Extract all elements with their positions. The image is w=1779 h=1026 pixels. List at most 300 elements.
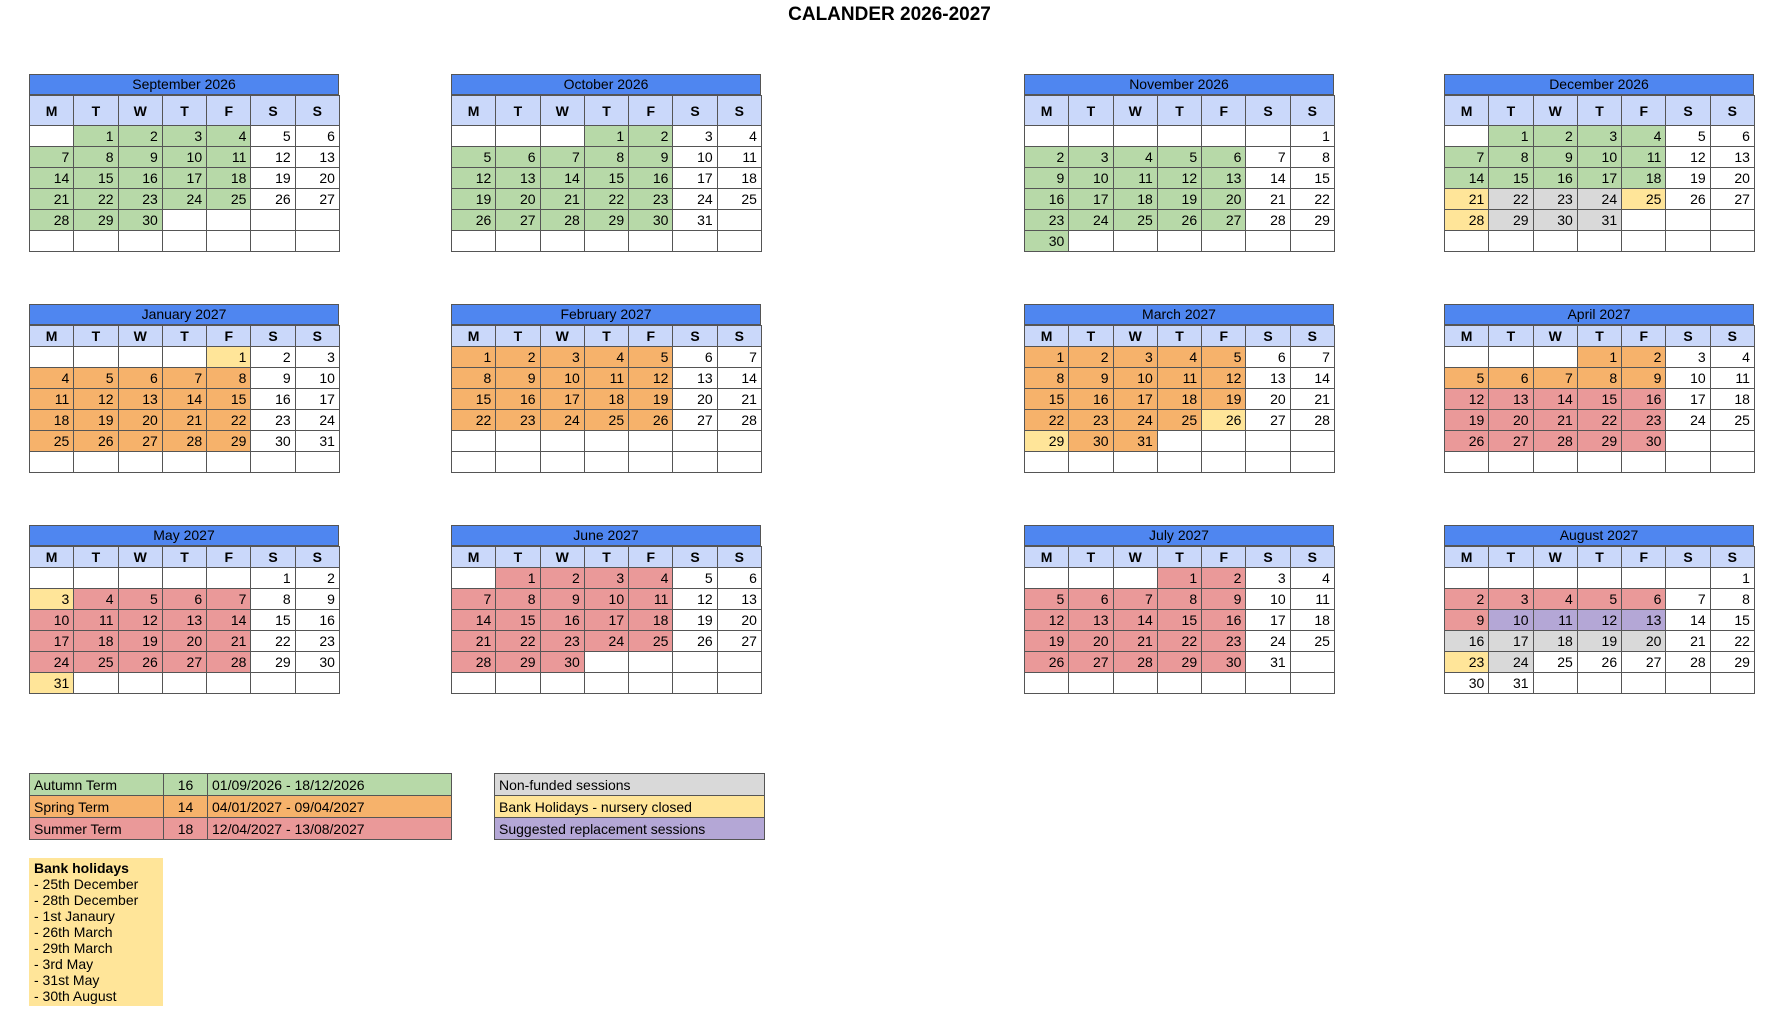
day-cell: 19 (1025, 631, 1069, 652)
day-cell: 3 (1666, 347, 1710, 368)
day-cell: 20 (1202, 189, 1246, 210)
colour-key (494, 773, 765, 840)
month-5 (451, 304, 761, 473)
empty-cell (251, 673, 295, 694)
empty-cell (1202, 673, 1246, 694)
month-7 (1444, 304, 1754, 473)
day-cell: 27 (717, 631, 761, 652)
month-title: November 2026 (1024, 74, 1334, 95)
weekday-header: T (74, 547, 118, 568)
week-row (452, 452, 762, 473)
day-cell: 21 (717, 389, 761, 410)
weekday-header: M (1025, 326, 1069, 347)
week-row (452, 673, 762, 694)
week-row (1025, 347, 1335, 368)
term-weeks: 18 (164, 818, 208, 840)
day-cell: 4 (30, 368, 74, 389)
day-cell: 21 (1246, 189, 1290, 210)
month-table (1444, 95, 1755, 252)
day-cell: 17 (30, 631, 74, 652)
day-cell: 18 (629, 610, 673, 631)
weekday-header: T (1069, 96, 1113, 126)
day-cell: 2 (629, 126, 673, 147)
page-title: CALANDER 2026-2027 (788, 4, 991, 25)
empty-cell (1246, 231, 1290, 252)
empty-cell (74, 231, 118, 252)
day-cell: 10 (1489, 610, 1533, 631)
day-cell: 29 (1577, 431, 1621, 452)
day-cell: 15 (452, 389, 496, 410)
empty-cell (540, 452, 584, 473)
empty-cell (1622, 673, 1666, 694)
weekday-header: M (30, 547, 74, 568)
day-cell: 8 (207, 368, 251, 389)
week-row (1445, 452, 1755, 473)
weekday-header: T (1577, 326, 1621, 347)
day-cell: 2 (1622, 347, 1666, 368)
day-cell: 13 (1622, 610, 1666, 631)
day-cell: 5 (1577, 589, 1621, 610)
day-cell: 28 (717, 410, 761, 431)
weekday-header: T (162, 547, 206, 568)
empty-cell (1246, 431, 1290, 452)
week-row (30, 231, 340, 252)
empty-cell (1113, 452, 1157, 473)
day-cell: 13 (295, 147, 339, 168)
bank-holiday-item: - 31st May (34, 972, 100, 988)
day-cell: 3 (1489, 589, 1533, 610)
week-row (1025, 589, 1335, 610)
month-title: April 2027 (1444, 304, 1754, 325)
weekday-header: S (1290, 326, 1334, 347)
weekday-header: F (1622, 547, 1666, 568)
week-row (30, 389, 340, 410)
weekday-header: S (1710, 326, 1754, 347)
day-cell: 3 (584, 568, 628, 589)
week-row (452, 189, 762, 210)
empty-cell (118, 673, 162, 694)
day-cell: 12 (1157, 168, 1201, 189)
week-row (1025, 368, 1335, 389)
day-cell: 24 (1069, 210, 1113, 231)
empty-cell (1025, 452, 1069, 473)
day-cell: 8 (496, 589, 540, 610)
day-cell: 17 (1069, 189, 1113, 210)
term-weeks: 16 (164, 774, 208, 796)
day-cell: 30 (1622, 431, 1666, 452)
day-cell: 19 (1577, 631, 1621, 652)
weekday-header: T (1157, 96, 1201, 126)
day-cell: 29 (1157, 652, 1201, 673)
day-cell: 30 (118, 210, 162, 231)
empty-cell (1290, 231, 1334, 252)
month-table (451, 325, 762, 473)
day-cell: 27 (295, 189, 339, 210)
day-cell: 22 (1290, 189, 1334, 210)
weekday-header: S (1246, 547, 1290, 568)
empty-cell (673, 652, 717, 673)
empty-cell (496, 231, 540, 252)
day-cell: 26 (118, 652, 162, 673)
empty-cell (452, 431, 496, 452)
day-cell: 30 (1069, 431, 1113, 452)
week-row (452, 210, 762, 231)
day-cell: 19 (452, 189, 496, 210)
weekday-header: S (673, 547, 717, 568)
week-row (1445, 610, 1755, 631)
day-cell: 23 (295, 631, 339, 652)
day-cell: 8 (1290, 147, 1334, 168)
week-row (1025, 673, 1335, 694)
month-table (1024, 546, 1335, 694)
day-cell: 3 (30, 589, 74, 610)
empty-cell (1666, 431, 1710, 452)
weekday-header: T (1489, 547, 1533, 568)
empty-cell (584, 652, 628, 673)
day-cell: 21 (162, 410, 206, 431)
day-cell: 1 (74, 126, 118, 147)
day-cell: 28 (1666, 652, 1710, 673)
day-cell: 26 (251, 189, 295, 210)
day-cell: 24 (1577, 189, 1621, 210)
day-cell: 28 (162, 431, 206, 452)
day-cell: 14 (1533, 389, 1577, 410)
day-cell: 11 (207, 147, 251, 168)
day-cell: 26 (452, 210, 496, 231)
day-cell: 22 (74, 189, 118, 210)
day-cell: 11 (1710, 368, 1754, 389)
day-cell: 25 (30, 431, 74, 452)
day-cell: 12 (1577, 610, 1621, 631)
empty-cell (1445, 347, 1489, 368)
term-dates: 12/04/2027 - 13/08/2027 (208, 818, 452, 840)
day-cell: 28 (1533, 431, 1577, 452)
empty-cell (1069, 231, 1113, 252)
day-cell: 18 (1622, 168, 1666, 189)
day-cell: 22 (584, 189, 628, 210)
day-cell: 19 (1202, 389, 1246, 410)
bank-holidays-title: Bank holidays (34, 860, 129, 876)
month-table (29, 546, 340, 694)
month-9 (451, 525, 761, 694)
empty-cell (1246, 452, 1290, 473)
empty-cell (452, 231, 496, 252)
day-cell: 4 (1622, 126, 1666, 147)
empty-cell (207, 231, 251, 252)
day-cell: 18 (30, 410, 74, 431)
empty-cell (162, 452, 206, 473)
term-weeks: 14 (164, 796, 208, 818)
month-6 (1024, 304, 1334, 473)
weekday-header: F (1622, 96, 1666, 126)
empty-cell (629, 452, 673, 473)
week-row (1445, 389, 1755, 410)
term-name: Autumn Term (30, 774, 164, 796)
month-4 (29, 304, 339, 473)
empty-cell (1069, 452, 1113, 473)
key-item: Non-funded sessions (495, 774, 765, 796)
empty-cell (584, 431, 628, 452)
day-cell: 14 (452, 610, 496, 631)
term-dates: 01/09/2026 - 18/12/2026 (208, 774, 452, 796)
day-cell: 5 (452, 147, 496, 168)
empty-cell (295, 231, 339, 252)
day-cell: 16 (118, 168, 162, 189)
day-cell: 31 (1113, 431, 1157, 452)
empty-cell (1246, 126, 1290, 147)
weekday-header: M (452, 96, 496, 126)
day-cell: 2 (251, 347, 295, 368)
empty-cell (1577, 231, 1621, 252)
day-cell: 29 (251, 652, 295, 673)
weekday-header: S (673, 326, 717, 347)
month-title: January 2027 (29, 304, 339, 325)
day-cell: 2 (1533, 126, 1577, 147)
empty-cell (1445, 126, 1489, 147)
weekday-header: S (1290, 547, 1334, 568)
empty-cell (540, 431, 584, 452)
day-cell: 4 (1290, 568, 1334, 589)
day-cell: 15 (496, 610, 540, 631)
empty-cell (1113, 673, 1157, 694)
empty-cell (1577, 673, 1621, 694)
day-cell: 22 (496, 631, 540, 652)
day-cell: 27 (1710, 189, 1754, 210)
day-cell: 13 (1710, 147, 1754, 168)
day-cell: 19 (1445, 410, 1489, 431)
empty-cell (1113, 568, 1157, 589)
key-item: Suggested replacement sessions (495, 818, 765, 840)
weekday-header: W (118, 326, 162, 347)
day-cell: 14 (30, 168, 74, 189)
day-cell: 4 (1113, 147, 1157, 168)
day-cell: 18 (74, 631, 118, 652)
day-cell: 23 (1445, 652, 1489, 673)
weekday-header: W (540, 96, 584, 126)
day-cell: 6 (1622, 589, 1666, 610)
day-cell: 18 (1533, 631, 1577, 652)
empty-cell (540, 673, 584, 694)
week-row (1445, 126, 1755, 147)
day-cell: 28 (30, 210, 74, 231)
empty-cell (1622, 231, 1666, 252)
day-cell: 30 (1202, 652, 1246, 673)
day-cell: 5 (1666, 126, 1710, 147)
day-cell: 26 (1202, 410, 1246, 431)
day-cell: 2 (1069, 347, 1113, 368)
day-cell: 21 (30, 189, 74, 210)
day-cell: 24 (1246, 631, 1290, 652)
day-cell: 25 (717, 189, 761, 210)
day-cell: 18 (1710, 389, 1754, 410)
empty-cell (717, 231, 761, 252)
day-cell: 12 (118, 610, 162, 631)
bank-holidays-list (34, 876, 158, 1004)
month-title: August 2027 (1444, 525, 1754, 546)
week-row (452, 410, 762, 431)
day-cell: 15 (1489, 168, 1533, 189)
empty-cell (251, 452, 295, 473)
day-cell: 12 (1445, 389, 1489, 410)
day-cell: 3 (540, 347, 584, 368)
empty-cell (30, 568, 74, 589)
day-cell: 13 (1069, 610, 1113, 631)
empty-cell (1157, 673, 1201, 694)
day-cell: 12 (629, 368, 673, 389)
week-row (30, 652, 340, 673)
empty-cell (1069, 126, 1113, 147)
day-cell: 1 (584, 126, 628, 147)
empty-cell (673, 431, 717, 452)
day-cell: 21 (1113, 631, 1157, 652)
day-cell: 21 (540, 189, 584, 210)
day-cell: 12 (1202, 368, 1246, 389)
weekday-header: S (1666, 96, 1710, 126)
day-cell: 16 (1202, 610, 1246, 631)
day-cell: 7 (30, 147, 74, 168)
week-row (1025, 431, 1335, 452)
weekday-header: M (1445, 326, 1489, 347)
week-row (30, 147, 340, 168)
empty-cell (1445, 568, 1489, 589)
day-cell: 4 (629, 568, 673, 589)
empty-cell (540, 126, 584, 147)
weekday-header: W (1113, 96, 1157, 126)
week-row (30, 452, 340, 473)
day-cell: 6 (1489, 368, 1533, 389)
day-cell: 20 (1069, 631, 1113, 652)
empty-cell (74, 452, 118, 473)
empty-cell (1445, 452, 1489, 473)
day-cell: 6 (1069, 589, 1113, 610)
term-dates: 04/01/2027 - 09/04/2027 (208, 796, 452, 818)
bank-holiday-item: - 26th March (34, 924, 113, 940)
day-cell: 25 (1113, 210, 1157, 231)
day-cell: 16 (1533, 168, 1577, 189)
day-cell: 8 (74, 147, 118, 168)
day-cell: 9 (1445, 610, 1489, 631)
term-name: Spring Term (30, 796, 164, 818)
day-cell: 30 (295, 652, 339, 673)
day-cell: 9 (496, 368, 540, 389)
day-cell: 1 (207, 347, 251, 368)
empty-cell (1025, 126, 1069, 147)
day-cell: 22 (1025, 410, 1069, 431)
day-cell: 11 (717, 147, 761, 168)
day-cell: 28 (540, 210, 584, 231)
week-row (1025, 652, 1335, 673)
empty-cell (1246, 673, 1290, 694)
empty-cell (207, 673, 251, 694)
empty-cell (74, 673, 118, 694)
week-row (30, 673, 340, 694)
terms-legend (29, 773, 452, 840)
day-cell: 6 (295, 126, 339, 147)
day-cell: 11 (1533, 610, 1577, 631)
weekday-header: T (1489, 326, 1533, 347)
bank-holiday-item: - 25th December (34, 876, 139, 892)
day-cell: 26 (1666, 189, 1710, 210)
week-row (452, 631, 762, 652)
day-cell: 5 (74, 368, 118, 389)
day-cell: 28 (1445, 210, 1489, 231)
empty-cell (629, 673, 673, 694)
weekday-header: T (74, 326, 118, 347)
empty-cell (1290, 452, 1334, 473)
week-row (30, 589, 340, 610)
day-cell: 7 (540, 147, 584, 168)
day-cell: 17 (1113, 389, 1157, 410)
month-title: July 2027 (1024, 525, 1334, 546)
day-cell: 12 (673, 589, 717, 610)
day-cell: 19 (1157, 189, 1201, 210)
empty-cell (251, 210, 295, 231)
month-2 (1024, 74, 1334, 252)
day-cell: 7 (207, 589, 251, 610)
day-cell: 5 (629, 347, 673, 368)
day-cell: 9 (1069, 368, 1113, 389)
week-row (1445, 589, 1755, 610)
day-cell: 4 (74, 589, 118, 610)
day-cell: 4 (1533, 589, 1577, 610)
month-1 (451, 74, 761, 252)
day-cell: 1 (1577, 347, 1621, 368)
day-cell: 28 (1290, 410, 1334, 431)
day-cell: 20 (496, 189, 540, 210)
weekday-header: S (295, 96, 339, 126)
day-cell: 18 (717, 168, 761, 189)
weekday-header: S (717, 547, 761, 568)
week-row (1445, 231, 1755, 252)
day-cell: 31 (1489, 673, 1533, 694)
month-0 (29, 74, 339, 252)
day-cell: 19 (251, 168, 295, 189)
day-cell: 26 (1445, 431, 1489, 452)
week-row (452, 568, 762, 589)
weekday-header: T (1577, 547, 1621, 568)
day-cell: 22 (452, 410, 496, 431)
day-cell: 17 (1666, 389, 1710, 410)
weekday-header: F (629, 547, 673, 568)
day-cell: 17 (540, 389, 584, 410)
week-row (452, 347, 762, 368)
empty-cell (1290, 652, 1334, 673)
day-cell: 10 (1577, 147, 1621, 168)
day-cell: 12 (251, 147, 295, 168)
empty-cell (584, 452, 628, 473)
day-cell: 15 (74, 168, 118, 189)
day-cell: 10 (540, 368, 584, 389)
week-row (1445, 652, 1755, 673)
day-cell: 10 (584, 589, 628, 610)
day-cell: 24 (540, 410, 584, 431)
week-row (1445, 168, 1755, 189)
day-cell: 22 (1577, 410, 1621, 431)
day-cell: 13 (118, 389, 162, 410)
weekday-header: T (1489, 96, 1533, 126)
empty-cell (1666, 568, 1710, 589)
weekday-header: W (1113, 547, 1157, 568)
day-cell: 11 (30, 389, 74, 410)
week-row (452, 389, 762, 410)
day-cell: 31 (295, 431, 339, 452)
week-row (452, 610, 762, 631)
day-cell: 30 (251, 431, 295, 452)
day-cell: 24 (1113, 410, 1157, 431)
weekday-header: F (629, 326, 673, 347)
day-cell: 24 (30, 652, 74, 673)
day-cell: 14 (162, 389, 206, 410)
